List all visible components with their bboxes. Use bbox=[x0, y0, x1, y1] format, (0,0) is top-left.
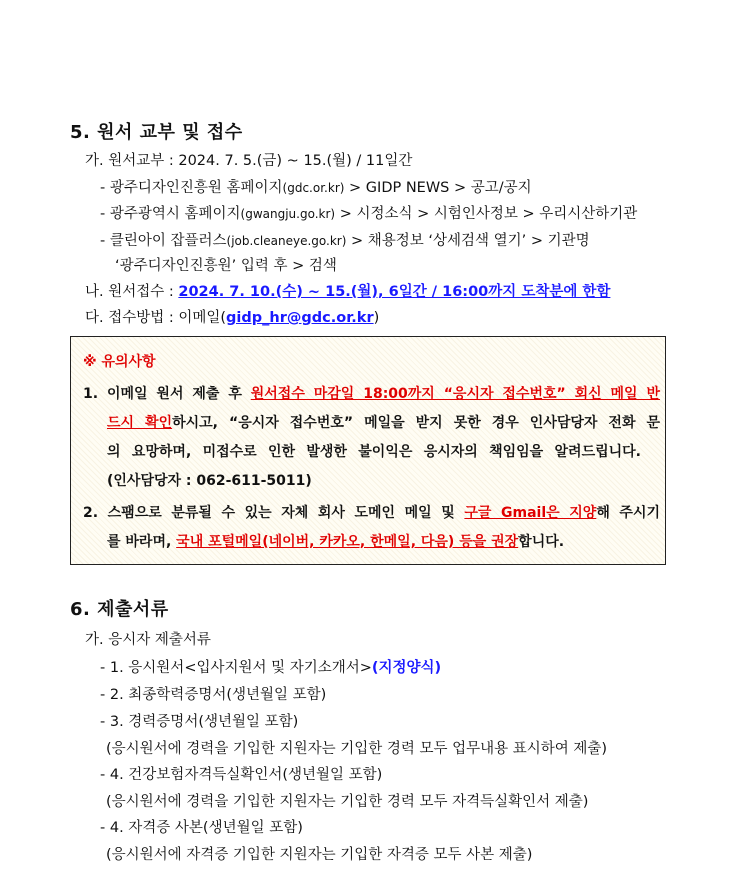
notice-box bbox=[70, 336, 666, 565]
source-cleaneye-continued: ‘광주디자인진흥원’ 입력 후 > 검색 bbox=[115, 258, 337, 274]
notice-item-2-line-2: 를 바라며, 국내 포털메일(네이버, 카카오, 한메일, 다음) 등을 권장합니다. bbox=[107, 534, 565, 550]
email-link[interactable]: gidp_hr@gdc.or.kr bbox=[226, 310, 374, 326]
notice-item-1-line-1: 1. 이메일 원서 제출 후 원서접수 마감일 18:00까지 “응시자 접수번호” 회신 메일 반 bbox=[83, 386, 661, 402]
doc-education-certificate: - 2. 최종학력증명서(생년월일 포함) bbox=[100, 687, 327, 703]
doc-license-note: (응시원서에 자격증 기입한 지원자는 기입한 자격증 모두 사본 제출) bbox=[106, 847, 533, 863]
notice-item-2-line-1: 2. 스팸으로 분류될 수 있는 자체 회사 도메인 메일 및 구글 Gmail은 지양해 주시기 bbox=[83, 505, 660, 521]
doc-career-note: (응시원서에 경력을 기입한 지원자는 기입한 경력 모두 업무내용 표시하여 제출) bbox=[106, 741, 608, 757]
application-method: 다. 접수방법 : 이메일(gidp_hr@gdc.or.kr) bbox=[85, 310, 380, 326]
applicant-documents-label: 가. 응시자 제출서류 bbox=[85, 632, 211, 648]
distribution-period: 가. 원서교부 : 2024. 7. 5.(금) ~ 15.(월) / 11일간 bbox=[85, 153, 413, 169]
application-period-value: 2024. 7. 10.(수) ~ 15.(월), 6일간 / 16:00까지 도착분에 한함 bbox=[178, 284, 611, 300]
notice-title: ※ 유의사항 bbox=[83, 354, 156, 370]
source-gwangju: - 광주광역시 홈페이지(gwangju.go.kr) > 시정소식 > 시험인사정보 > 우리시산하기관 bbox=[100, 206, 638, 222]
doc-health-insurance-note: (응시원서에 경력을 기입한 지원자는 기입한 경력 모두 자격득실확인서 제출) bbox=[106, 794, 589, 810]
doc-application-form: - 1. 응시원서<입사지원서 및 자기소개서>(지정양식) bbox=[100, 660, 442, 676]
doc-health-insurance: - 4. 건강보험자격득실확인서(생년월일 포함) bbox=[100, 767, 383, 783]
section-6-title: 6. 제출서류 bbox=[70, 599, 169, 620]
source-gdc: - 광주디자인진흥원 홈페이지(gdc.or.kr) > GIDP NEWS > 공고/공지 bbox=[100, 180, 532, 196]
doc-license-copy: - 4. 자격증 사본(생년월일 포함) bbox=[100, 820, 303, 836]
doc-career-certificate: - 3. 경력증명서(생년월일 포함) bbox=[100, 714, 299, 730]
notice-item-1-line-2: 드시 확인하시고, “응시자 접수번호” 메일을 받지 못한 경우 인사담당자 전화 문 bbox=[107, 415, 660, 431]
application-period: 나. 원서접수 : 2024. 7. 10.(수) ~ 15.(월), 6일간 / 16:00까지 도착분에 한함 bbox=[85, 284, 611, 300]
source-cleaneye: - 클린아이 잡플러스(job.cleaneye.go.kr) > 채용정보 ‘상세검색 열기’ > 기관명 bbox=[100, 233, 590, 249]
section-5-title: 5. 원서 교부 및 접수 bbox=[70, 122, 243, 143]
notice-item-1-line-3: 의 요망하며, 미접수로 인한 발생한 불이익은 응시자의 책임임을 알려드립니다. bbox=[107, 444, 641, 460]
notice-contact: (인사담당자 : 062-611-5011) bbox=[107, 473, 312, 489]
